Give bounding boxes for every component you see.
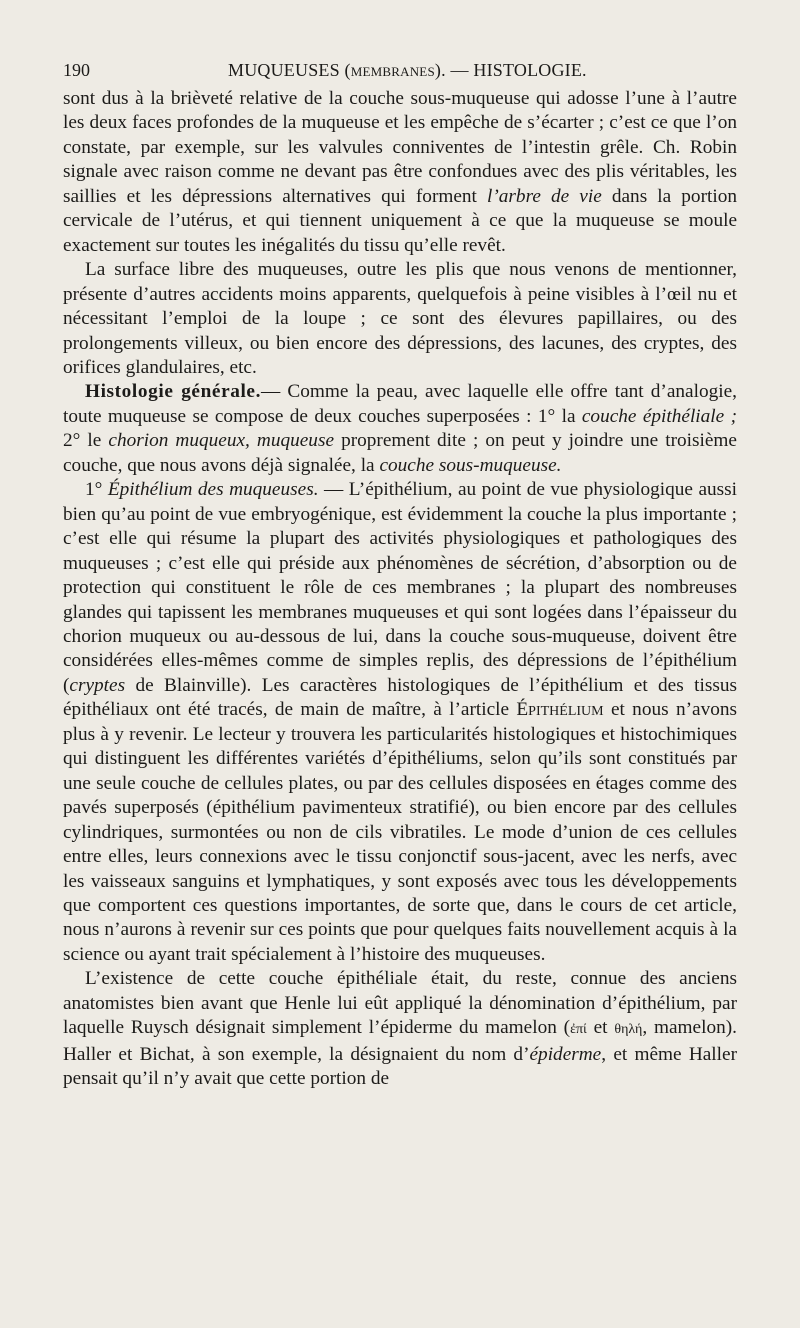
section-heading-histologie-generale: Histologie générale. (85, 381, 262, 403)
chorion-muqueux-term: chorion muqueux, muqueuse (108, 430, 335, 452)
running-title-main: MUQUEUSES (228, 60, 340, 80)
paragraph-4 (63, 478, 737, 967)
paragraph-2-text: La surface libre des muqueuses, outre les plis que nous venons de mentionner, présente d’autres accidents moins apparents, quelquefois à peine visibles à l’œil nu et nécessitant l’emploi de la loupe ; ce sont des élevures papillaires, ou des prolongements villeux, ou bien encore des dépressions, des lacunes, des cryptes, des orifices glandulaires, etc. (63, 259, 737, 378)
paragraph-3-text-2: 2° le (63, 430, 109, 452)
greek-word-thele: θηλή (614, 1022, 643, 1038)
running-title-paren: (membranes). (344, 60, 446, 80)
body-text (63, 87, 737, 1092)
greek-word-epi: ἐπί (570, 1022, 587, 1038)
paragraph-4-text-2: de Blainville). Les caractères histologiques de l’épithélium et des tissus épithéliaux ont été tracés, de main de maître, à l’article (63, 674, 737, 721)
paragraph-1-text: sont dus à la brièveté relative de la couche sous-muqueuse qui adosse l’une à l’autre les deux faces profondes de la muqueuse et les empêche de s’écarter ; c’est ce que l’on constate, par exemple, sur les valvules conniventes de l’intestin grêle. Ch. Robin signale avec raison comme ne devant pas être confondues avec des plis véritables, les saillies et les dépressions alternatives qui forment (63, 88, 737, 207)
paragraph-4-number: 1° (85, 479, 108, 501)
running-title (228, 56, 587, 84)
cryptes-term: cryptes (69, 674, 126, 696)
paragraph-5-text-4: , et même Haller pensait qu’il n’y avait que cette portion de (63, 1043, 738, 1090)
paragraph-3-text-3: proprement dite ; on peut y joindre une troisième couche, que nous avons déjà signalée, la (63, 430, 737, 476)
paragraph-5-text-3: , mamelon). Haller et Bichat, à son exemple, la désignaient du nom d’ (63, 1017, 737, 1065)
paragraph-2 (63, 258, 737, 380)
running-header (63, 56, 735, 84)
paragraph-4-text-3: et nous n’avons plus à y revenir. Le lecteur y trouvera les particularités histologiques et histochimiques qui distinguent les différentes variétés d’épithéliums, selon qu’ils sont constitués par une seule couche de cellules plates, ou par des cellules disposées en étages comme des pavés superposés (épithélium pavimenteux stratifié), ou bien encore par des cellules cylindriques, surmontées ou non de cils vibratiles. Le mode d’union de ces cellules entre elles, leurs connexions avec le tissu conjonctif sous-jacent, avec les nerfs, avec les vaisseaux sanguins et lymphatiques, y sont exposés avec tous les développements que comportent ces questions importantes, de sorte que, dans le cours de cet article, nous n’aurons à revenir sur ces points que pour quelques faits nouvellement acquis à la science ou ayant trait spécialement à l’histoire des muqueuses. (63, 699, 737, 965)
paragraph-4-text-1: — L’épithélium, au point de vue physiologique aussi bien qu’au point de vue embryogénique, est évidemment la couche la plus importante ; c’est elle qui résume la plupart des activités physiologiques et pathologiques des muqueuses ; c’est elle qui préside aux phénomènes de sécrétion, d’absorption ou de protection qui constituent le rôle de ces membranes ; la plupart des nombreuses glandes qui tapissent les membranes muqueuses et qui sont logées dans l’épaisseur du chorion muqueux ou au-dessous de lui, dans la couche sous-muqueuse, doivent être considérées elles-mêmes comme de simples replis, des dépressions de l’épithélium ( (63, 479, 738, 696)
paragraph-5-text-1: L’existence de cette couche épithéliale était, du reste, connue des anciens anatomistes bien avant que Henle lui eût appliqué la dénomination d’épithélium, par laquelle Ruysch désignait simplement l’épiderme du mamelon ( (63, 968, 737, 1039)
paragraph-5-text-2: et (586, 1017, 615, 1039)
arbre-de-vie-term: l’arbre de vie (487, 185, 602, 207)
paragraph-1 (63, 87, 737, 258)
paragraph-1-text-end: dans la portion cervicale de l’utérus, et qui tiennent uniquement à ce que la muqueuse se moule exactement sur toutes les inégalités du tissu qu’elle revêt. (63, 185, 737, 256)
paragraph-3 (63, 380, 737, 478)
running-title-dash: — (450, 60, 469, 80)
article-reference-epithelium: Épithélium (516, 699, 604, 721)
paragraph-5 (63, 967, 737, 1091)
couche-epitheliale-term: couche épithéliale ; (581, 405, 737, 427)
couche-sous-muqueuse-term: couche sous-muqueuse. (379, 454, 562, 476)
page-number: 190 (63, 60, 90, 80)
subsection-heading-epithelium: Épithélium des muqueuses. (107, 479, 319, 501)
epiderme-term: épiderme (529, 1043, 602, 1065)
paragraph-3-text-1: — Comme la peau, avec laquelle elle offre tant d’analogie, toute muqueuse se compose de deux couches superposées : 1° la (63, 381, 737, 427)
running-title-section: HISTOLOGIE. (473, 60, 587, 80)
